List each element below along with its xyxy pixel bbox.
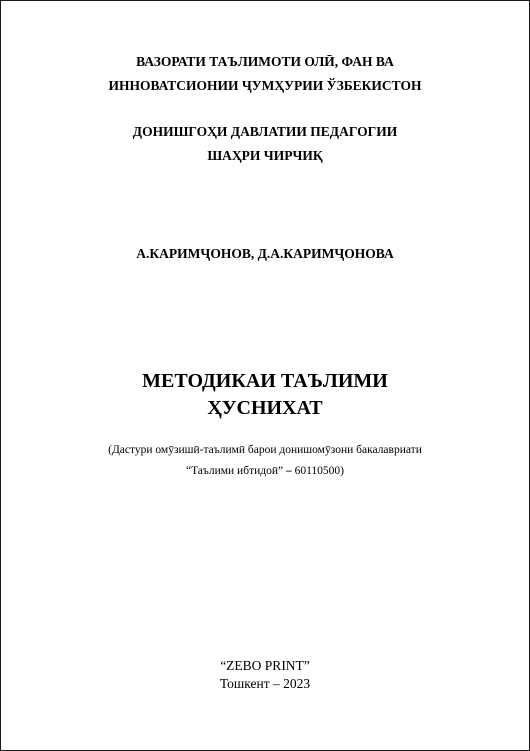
book-title-line-2: ҲУСНИХАТ [207,397,323,419]
ministry-line-1: ВАЗОРАТИ ТАЪЛИМОТИ ОЛӢ, ФАН ВА [136,54,394,69]
ministry-line-2: ИННОВАТСИОНИИ ҶУМҲУРИИ ЎЗБЕКИСТОН [108,78,422,93]
publisher-name: “ZEBO PRINT” [220,658,310,673]
publisher-city-year: Тошкент – 2023 [219,676,311,691]
description-line-2 [1,465,529,477]
description-dash: – [285,465,295,477]
description-line-1: (Дастури омӯзишӣ-таълимӣ барои донишомӯзони бакалавриати [108,444,422,456]
university-line-1: ДОНИШГОҲИ ДАВЛАТИИ ПЕДАГОГИИ [132,124,398,139]
university-line-2: ШАҲРИ ЧИРЧИҚ [207,148,323,163]
description-program-name: “Таълими ибтидоӣ” [185,465,286,477]
book-title-line-1: МЕТОДИКАИ ТАЪЛИМИ [142,370,388,392]
authors: А.КАРИМҶОНОВ, Д.А.КАРИМҶОНОВА [136,246,394,261]
description-program-code: 60110500) [294,465,345,477]
